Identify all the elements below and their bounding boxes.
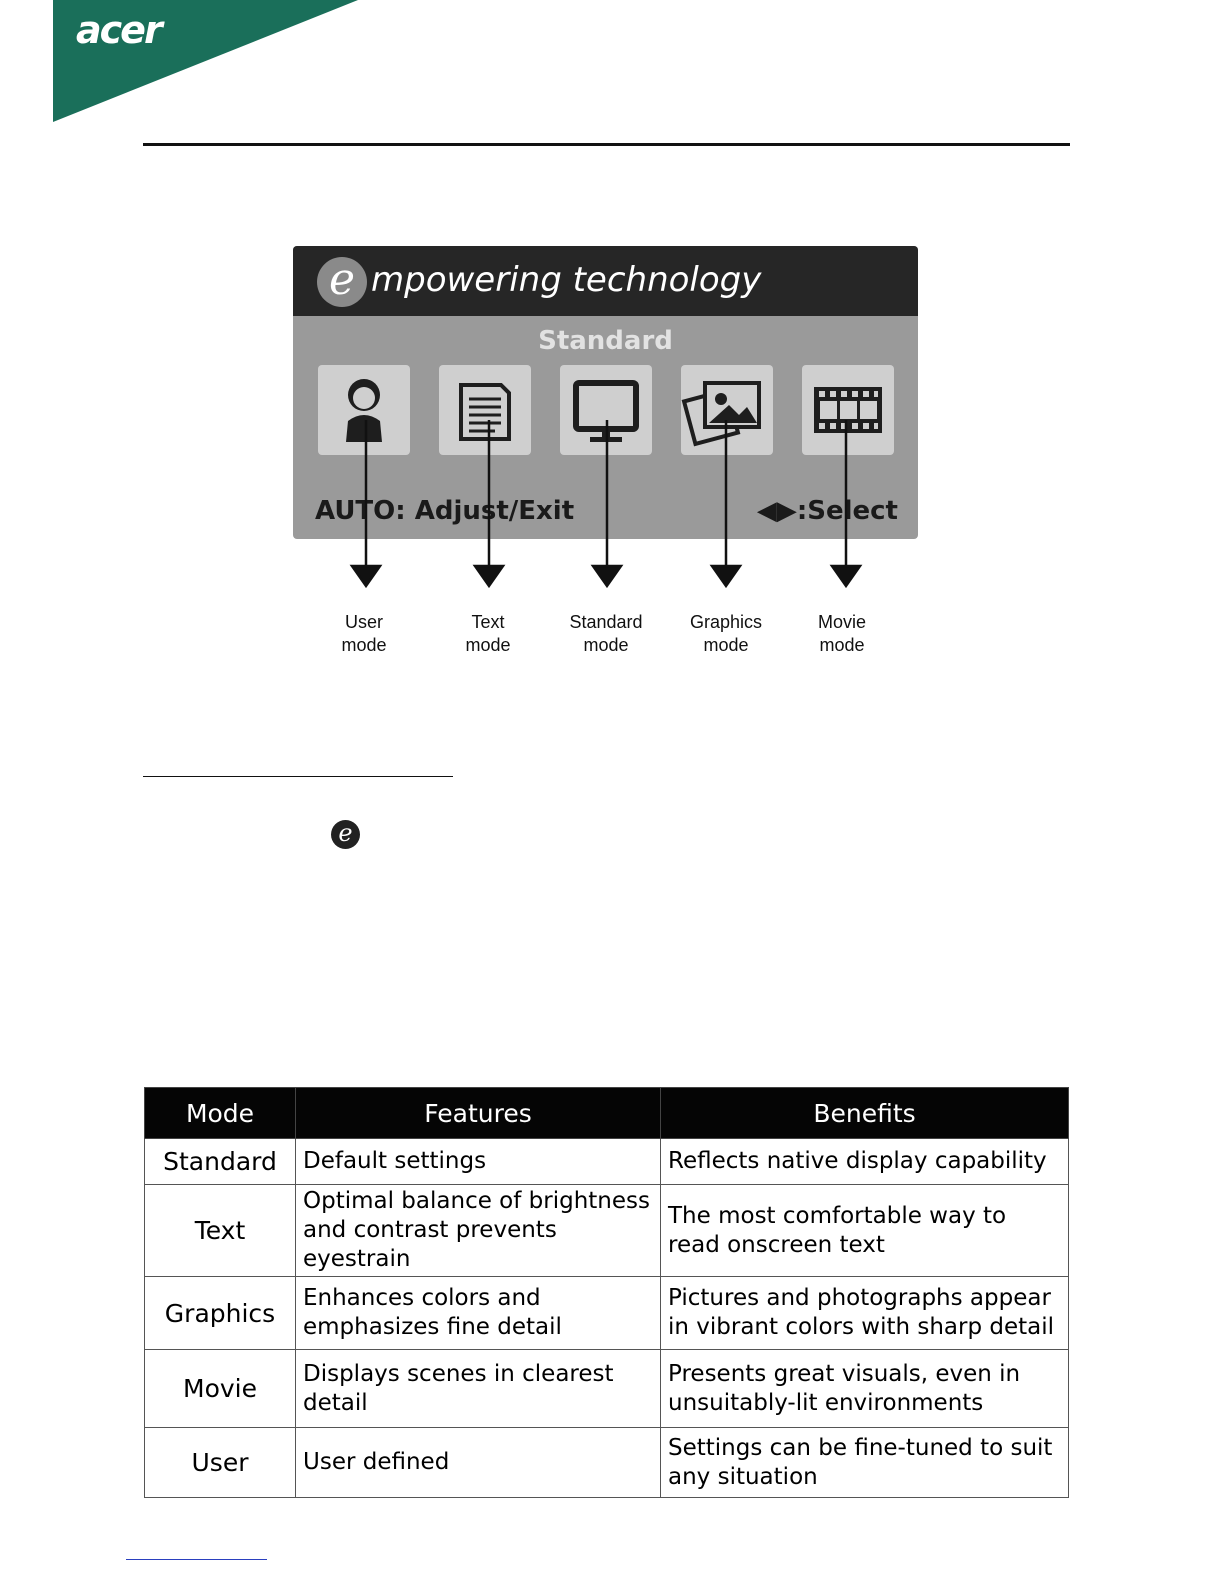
cell-benefits: Presents great visuals, even in unsuitably-lit environments bbox=[661, 1350, 1069, 1428]
label-line: mode bbox=[703, 635, 749, 655]
label-movie-mode bbox=[782, 611, 902, 657]
label-line: Text bbox=[471, 612, 505, 632]
label-text-mode bbox=[428, 611, 548, 657]
table-row bbox=[145, 1277, 1069, 1350]
empowering-key-icon: e bbox=[331, 820, 360, 849]
table-row bbox=[145, 1350, 1069, 1428]
cell-features: Enhances colors and emphasizes fine detail bbox=[296, 1277, 661, 1350]
table-header-row bbox=[145, 1088, 1069, 1139]
header-benefits: Benefits bbox=[661, 1088, 1069, 1139]
label-graphics-mode bbox=[666, 611, 786, 657]
section-rule bbox=[143, 776, 453, 777]
empowering-e-icon: e bbox=[317, 257, 367, 307]
table-row bbox=[145, 1185, 1069, 1277]
label-line: Movie bbox=[817, 612, 866, 632]
arrowhead-user bbox=[352, 566, 380, 586]
cell-features: Optimal balance of brightness and contrast prevents eyestrain bbox=[296, 1185, 661, 1277]
cell-mode: Movie bbox=[145, 1350, 296, 1428]
header-mode: Mode bbox=[145, 1088, 296, 1139]
label-line: User bbox=[344, 612, 383, 632]
osd-current-mode: Standard bbox=[538, 326, 673, 356]
cell-features: Displays scenes in clearest detail bbox=[296, 1350, 661, 1428]
arrowhead-standard bbox=[593, 566, 621, 586]
header-features: Features bbox=[296, 1088, 661, 1139]
arrowhead-graphics bbox=[712, 566, 740, 586]
label-line: mode bbox=[819, 635, 865, 655]
cell-benefits: Settings can be fine-tuned to suit any situation bbox=[661, 1428, 1069, 1498]
cell-mode: Standard bbox=[145, 1139, 296, 1185]
osd-auto-hint: AUTO: Adjust/Exit bbox=[315, 496, 575, 526]
cell-features: User defined bbox=[296, 1428, 661, 1498]
label-line: Graphics bbox=[689, 612, 763, 632]
label-line: Standard bbox=[569, 612, 643, 632]
cell-mode: User bbox=[145, 1428, 296, 1498]
cell-mode: Text bbox=[145, 1185, 296, 1277]
table-row bbox=[145, 1428, 1069, 1498]
osd-select-text: :Select bbox=[796, 496, 898, 526]
label-line: mode bbox=[465, 635, 511, 655]
left-right-arrows-icon: ◀▶ bbox=[756, 496, 797, 526]
footer-rule bbox=[126, 1559, 267, 1560]
mode-table bbox=[144, 1087, 1069, 1498]
cell-mode: Graphics bbox=[145, 1277, 296, 1350]
acer-logo: acer bbox=[76, 8, 161, 52]
cell-benefits: The most comfortable way to read onscreen text bbox=[661, 1185, 1069, 1277]
cell-features: Default settings bbox=[296, 1139, 661, 1185]
label-standard-mode bbox=[546, 611, 666, 657]
label-line: mode bbox=[341, 635, 387, 655]
osd-title: mpowering technology bbox=[371, 260, 762, 300]
arrowhead-text bbox=[475, 566, 503, 586]
table-row bbox=[145, 1139, 1069, 1185]
arrowhead-movie bbox=[832, 566, 860, 586]
label-user-mode bbox=[304, 611, 424, 657]
cell-benefits: Pictures and photographs appear in vibrant colors with sharp detail bbox=[661, 1277, 1069, 1350]
cell-benefits: Reflects native display capability bbox=[661, 1139, 1069, 1185]
pointer-arrows bbox=[0, 0, 1224, 600]
label-line: mode bbox=[583, 635, 629, 655]
